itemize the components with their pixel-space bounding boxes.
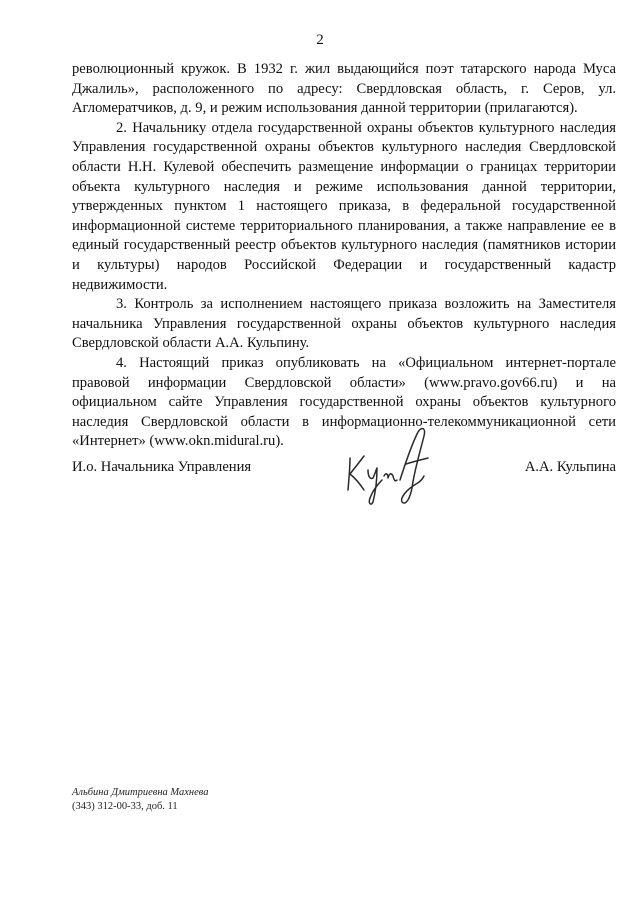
paragraph-item-4: 4. Настоящий приказ опубликовать на «Официальном интернет-портале правовой информации Свердловской области» (www.pravo.gov66.ru) и на официальном сайте Управления государственной охраны объектов культурного наследия Свердловской области в информационно-телекоммуникационной сети «Интернет» (www.okn.midural.ru). xyxy=(72,354,616,450)
footer-contact xyxy=(72,786,209,814)
signatory-role: И.о. Начальника Управления xyxy=(72,459,252,475)
contact-name: Альбина Дмитриевна Махнева xyxy=(72,787,209,798)
paragraph-item-2: 2. Начальнику отдела государственной охраны объектов культурного наследия Управления государственной охраны объектов культурного наследия Свердловской области Н.Н. Кулевой обеспечить размещение информации о границах территории объекта культурного наследия и режиме использования данной территории, утвержденных пунктом 1 настоящего приказа, в федеральной государственной информационной системе территориального планирования, а также направление ее в единый государственный реестр объектов культурного наследия (памятников истории и культуры) народов Российской Федерации и государственный кадастр недвижимости. xyxy=(72,119,616,293)
document-body xyxy=(72,60,616,452)
contact-phone: (343) 312-00-33, доб. 11 xyxy=(72,801,178,812)
paragraph-item-3: 3. Контроль за исполнением настоящего приказа возложить на Заместителя начальника Управления государственной охраны объектов культурного наследия Свердловской области А.А. Кульпину. xyxy=(72,296,616,352)
page-number: 2 xyxy=(316,32,324,48)
paragraph-continuation: революционный кружок. В 1932 г. жил выдающийся поэт татарского народа Муса Джалиль», расположенного по адресу: Свердловская область, г. Серов, ул. Агломератчиков, д. 9, и режим использования данной территории (прилагаются). xyxy=(72,61,616,117)
signatory-name: А.А. Кульпина xyxy=(524,459,616,475)
handwritten-signature xyxy=(340,418,440,510)
